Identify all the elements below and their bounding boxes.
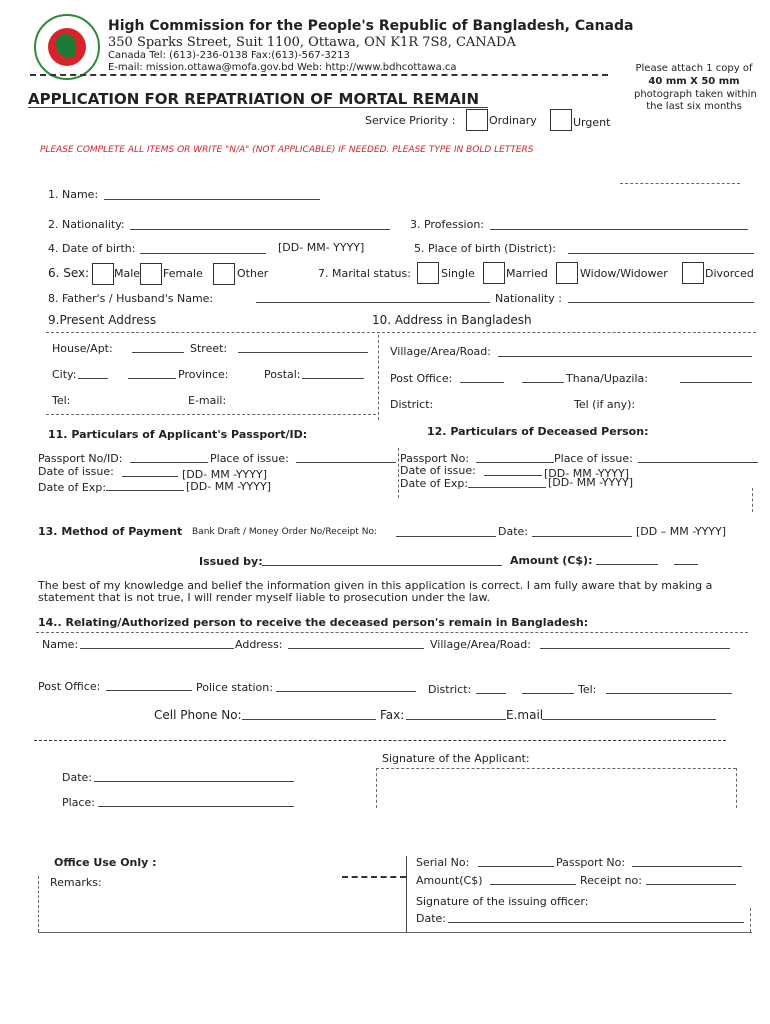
profession-label: 3. Profession:	[410, 218, 485, 231]
rel-email-input[interactable]	[542, 719, 716, 720]
payment-date-input[interactable]	[532, 536, 632, 537]
dec-passport-no-input[interactable]	[476, 462, 554, 463]
header-title: High Commission for the People's Republic of Bangladesh, Canada	[108, 18, 634, 34]
rel-police-input[interactable]	[276, 691, 416, 692]
amount-input[interactable]	[596, 564, 658, 565]
email-label: E-mail:	[188, 394, 227, 407]
amount-input-2[interactable]	[674, 564, 698, 565]
dec-date-exp-label: Date of Exp:	[400, 477, 469, 490]
office-box-bottom	[38, 932, 752, 933]
rel-email-label: E.mail	[506, 708, 544, 722]
pob-input[interactable]	[568, 253, 754, 254]
address-column-divider	[378, 335, 379, 420]
profession-input[interactable]	[490, 229, 748, 230]
married-checkbox[interactable]	[483, 262, 505, 284]
amount-label: Amount (C$):	[510, 554, 593, 567]
rel-cell-label: Cell Phone No:	[154, 708, 242, 722]
marital-label: 7. Marital status:	[318, 267, 411, 280]
street-label: Street:	[190, 342, 228, 355]
photo-note-4: the last six months	[646, 101, 742, 112]
office-receipt-input[interactable]	[646, 884, 736, 885]
app-passport-no-label: Passport No/ID:	[38, 452, 123, 465]
sig-date-input[interactable]	[94, 781, 294, 782]
office-date-label: Date:	[416, 912, 446, 925]
female-checkbox[interactable]	[140, 263, 162, 285]
village-label: Village/Area/Road:	[390, 345, 491, 358]
app-passport-no-input[interactable]	[130, 462, 208, 463]
street-input[interactable]	[238, 352, 368, 353]
issued-by-label: Issued by:	[199, 555, 263, 568]
signature-box-left[interactable]	[376, 768, 377, 808]
dec-date-issue-input[interactable]	[484, 475, 542, 476]
photo-note-2: 40 mm X 50 mm	[648, 76, 740, 87]
photo-frame-dash	[620, 183, 740, 184]
bd-address-heading: 10. Address in Bangladesh	[372, 313, 532, 327]
app-date-exp-label: Date of Exp:	[38, 481, 107, 494]
male-checkbox[interactable]	[92, 263, 114, 285]
sex-label: 6. Sex:	[48, 266, 90, 280]
rel-village-label: Village/Area/Road:	[430, 638, 531, 651]
signature-box-top	[376, 768, 736, 769]
header-divider	[30, 74, 608, 76]
sig-place-label: Place:	[62, 796, 95, 809]
nationality-input[interactable]	[130, 229, 390, 230]
dec-date-exp-format: [DD- MM -YYYY]	[548, 476, 634, 489]
married-label: Married	[506, 267, 548, 280]
postal-input[interactable]	[302, 378, 364, 379]
widow-label: Widow/Widower	[580, 267, 668, 280]
female-label: Female	[163, 267, 203, 280]
province-label: Province:	[178, 368, 229, 381]
district-label: District:	[390, 398, 434, 411]
deceased-heading: 12. Particulars of Deceased Person:	[427, 425, 649, 438]
header-email-web: E-mail: mission.ottawa@mofa.gov.bd Web: http://www.bdhcottawa.ca	[108, 62, 457, 73]
pob-label: 5. Place of birth (District):	[414, 242, 556, 255]
office-column-divider	[406, 856, 407, 932]
tel-any-label: Tel (if any):	[574, 398, 636, 411]
urgent-checkbox[interactable]	[550, 109, 572, 131]
house-label: House/Apt:	[52, 342, 113, 355]
receipt-input[interactable]	[396, 536, 496, 537]
remarks-box-left	[38, 876, 39, 932]
name-label: 1. Name:	[48, 188, 99, 201]
dec-date-issue-label: Date of issue:	[400, 464, 476, 477]
relating-divider	[36, 632, 748, 633]
rel-district-input[interactable]	[476, 693, 506, 694]
dec-place-issue-label: Place of issue:	[554, 452, 633, 465]
rel-district-input-2[interactable]	[522, 693, 574, 694]
father-input[interactable]	[256, 302, 490, 303]
header-phone: Canada Tel: (613)-236-0138 Fax:(613)-567-3213	[108, 50, 350, 61]
thana-input[interactable]	[680, 382, 752, 383]
office-amount-input[interactable]	[490, 884, 576, 885]
office-amount-label: Amount(C$)	[416, 874, 483, 887]
nationality-label: 2. Nationality:	[48, 218, 125, 231]
app-date-issue-label: Date of issue:	[38, 465, 114, 478]
ordinary-label: Ordinary	[489, 114, 537, 127]
rel-post-office-input[interactable]	[106, 690, 192, 691]
office-passport-label: Passport No:	[556, 856, 626, 869]
post-office-input[interactable]	[460, 382, 504, 383]
rel-cell-input[interactable]	[242, 719, 376, 720]
ordinary-checkbox[interactable]	[466, 109, 488, 131]
app-place-issue-label: Place of issue:	[210, 452, 289, 465]
rel-fax-input[interactable]	[406, 719, 506, 720]
rel-name-label: Name:	[42, 638, 79, 651]
sig-date-label: Date:	[62, 771, 92, 784]
city-input[interactable]	[78, 378, 108, 379]
thana-pre-input[interactable]	[522, 382, 564, 383]
app-place-issue-input[interactable]	[296, 462, 396, 463]
app-date-issue-format: [DD- MM -YYYY]	[182, 468, 268, 481]
signature-label: Signature of the Applicant:	[382, 752, 530, 765]
single-checkbox[interactable]	[417, 262, 439, 284]
rel-post-office-label: Post Office:	[38, 680, 101, 693]
tel-label: Tel:	[52, 394, 71, 407]
rel-tel-label: Tel:	[578, 683, 597, 696]
title-underline	[28, 107, 488, 108]
office-passport-input[interactable]	[632, 866, 742, 867]
widow-checkbox[interactable]	[556, 262, 578, 284]
rel-address-input[interactable]	[288, 648, 424, 649]
post-office-label: Post Office:	[390, 372, 453, 385]
office-connector	[342, 876, 406, 878]
form-title: APPLICATION FOR REPATRIATION OF MORTAL REMAIN	[28, 90, 480, 108]
office-signature-label: Signature of the issuing officer:	[416, 895, 589, 908]
priority-label: Service Priority :	[365, 114, 456, 127]
issued-by-input[interactable]	[262, 565, 502, 566]
single-label: Single	[441, 267, 475, 280]
rel-police-label: Police station:	[196, 681, 273, 694]
rel-district-label: District:	[428, 683, 472, 696]
name-input[interactable]	[104, 199, 320, 200]
passport-frame-right	[752, 488, 753, 512]
rel-village-input[interactable]	[540, 648, 730, 649]
app-date-exp-input[interactable]	[106, 490, 184, 491]
photo-note-3: photograph taken within	[634, 89, 757, 100]
urgent-label: Urgent	[573, 116, 611, 129]
passport-column-divider	[398, 448, 399, 498]
dec-passport-no-label: Passport No:	[400, 452, 470, 465]
app-date-exp-format: [DD- MM -YYYY]	[186, 480, 272, 493]
declaration-text: The best of my knowledge and belief the information given in this application is correct. I am fully aware that by making a statement that is not true, I will render myself liable to prosecution under the law.	[38, 579, 713, 604]
rel-fax-label: Fax:	[380, 708, 405, 722]
dec-place-issue-input[interactable]	[638, 462, 758, 463]
signature-divider	[34, 740, 726, 741]
village-input[interactable]	[498, 356, 752, 357]
nationality2-label: Nationality :	[495, 292, 562, 305]
rel-tel-input[interactable]	[606, 693, 732, 694]
divorced-checkbox[interactable]	[682, 262, 704, 284]
city-input-2[interactable]	[128, 378, 176, 379]
other-label: Other	[237, 267, 269, 280]
instruction-text: PLEASE COMPLETE ALL ITEMS OR WRITE "N/A" (NOT APPLICABLE) IF NEEDED. PLEASE TYPE IN BOLD LETTERS	[40, 145, 534, 155]
rel-address-label: Address:	[235, 638, 283, 651]
sig-place-input[interactable]	[98, 806, 294, 807]
relating-heading: 14.. Relating/Authorized person to receive the deceased person's remain in Bangladesh:	[38, 616, 589, 629]
signature-box-right	[736, 768, 737, 808]
divorced-label: Divorced	[705, 267, 754, 280]
office-box-right	[750, 908, 751, 932]
father-label: 8. Father's / Husband's Name:	[48, 292, 214, 305]
other-checkbox[interactable]	[213, 263, 235, 285]
rel-name-input[interactable]	[80, 648, 234, 649]
office-receipt-label: Receipt no:	[580, 874, 642, 887]
applicant-passport-heading: 11. Particulars of Applicant's Passport/ID:	[48, 428, 308, 441]
payment-detail: Bank Draft / Money Order No/Receipt No:	[192, 527, 378, 537]
city-label: City:	[52, 368, 77, 381]
photo-note-1: Please attach 1 copy of	[635, 63, 753, 74]
dob-label: 4. Date of birth:	[48, 242, 136, 255]
dob-format: [DD- MM- YYYY]	[278, 241, 365, 254]
payment-date-label: Date:	[498, 525, 528, 538]
office-use-heading: Office Use Only :	[54, 856, 157, 869]
serial-label: Serial No:	[416, 856, 470, 869]
serial-input[interactable]	[478, 866, 554, 867]
present-address-heading: 9.Present Address	[48, 313, 157, 327]
payment-date-format: [DD – MM -YYYY]	[636, 525, 727, 538]
header-address: 350 Sparks Street, Suit 1100, Ottawa, ON K1R 7S8, CANADA	[108, 35, 516, 50]
dec-date-issue-format: [DD- MM -YYYY]	[544, 467, 630, 480]
thana-label: Thana/Upazila:	[566, 372, 648, 385]
payment-heading: 13. Method of Payment	[38, 525, 183, 538]
house-input[interactable]	[132, 352, 184, 353]
dob-input[interactable]	[140, 253, 266, 254]
remarks-label: Remarks:	[50, 876, 102, 889]
app-date-issue-input[interactable]	[122, 476, 178, 477]
address-divider	[46, 332, 756, 333]
address-bottom-divider	[46, 414, 376, 415]
dec-date-exp-input[interactable]	[468, 487, 546, 488]
bangladesh-emblem-icon	[34, 14, 100, 80]
office-date-input[interactable]	[448, 922, 744, 923]
nationality2-input[interactable]	[568, 302, 754, 303]
postal-label: Postal:	[264, 368, 301, 381]
male-label: Male	[114, 267, 141, 280]
